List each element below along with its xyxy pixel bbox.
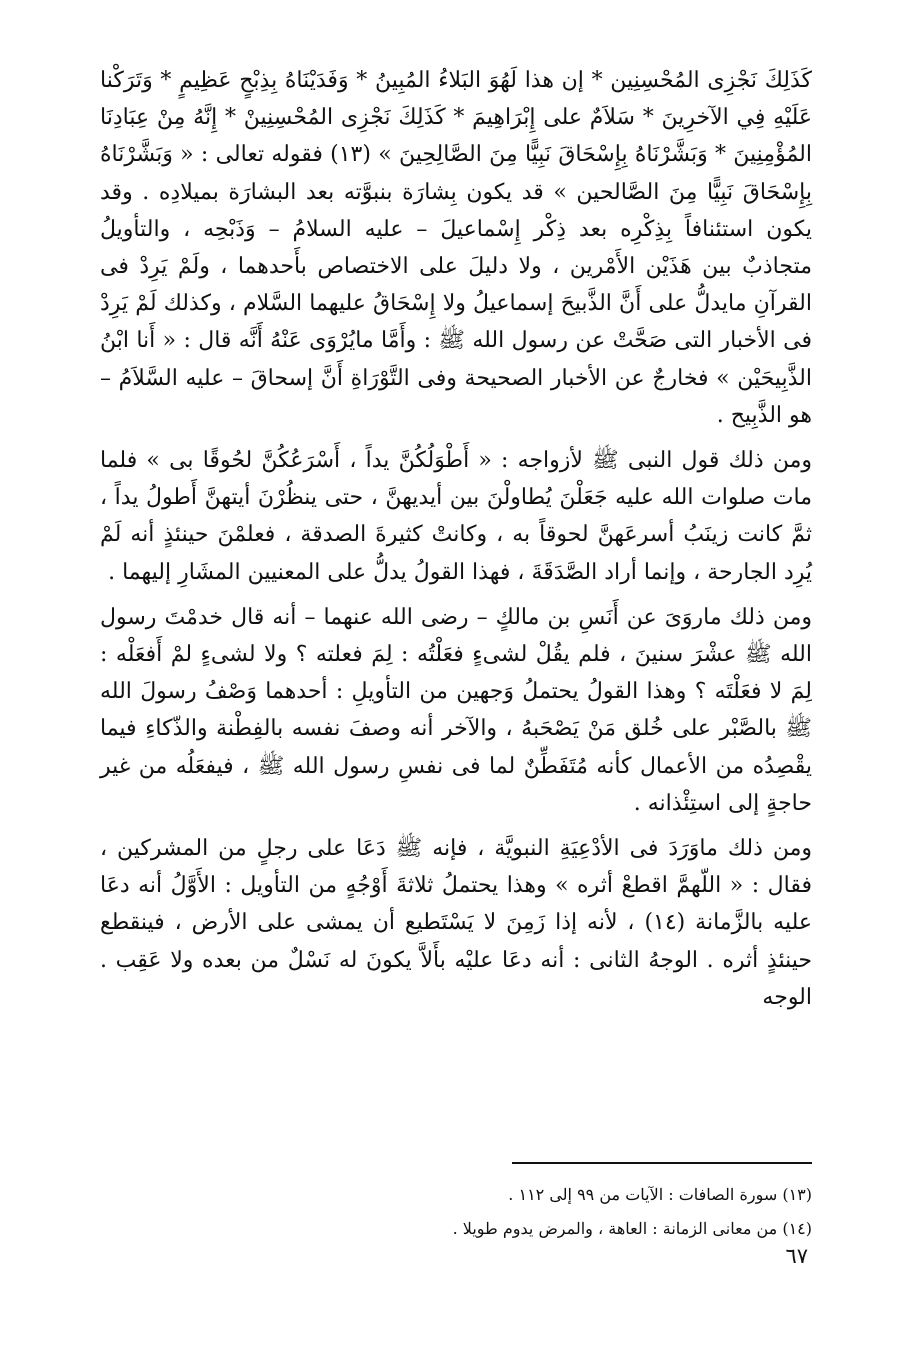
body-text <box>100 62 812 1016</box>
paragraph-2: ومن ذلك قول النبى ﷺ لأزواجه : « أَطْوَلُكُنَّ يداً ، أَسْرَعُكُنَّ لحُوقًا بى » فلما مات صلوات الله عليه جَعَلْنَ يُطاولْنَ بين أيديهنَّ ، حتى ينظُرْنَ أيتهنَّ أَطولُ يداً ، ثمَّ كانت زينَبُ أسرعَهنَّ لحوقاً به ، وكانتْ كثيرةَ الصدقة ، فعلمْنَ حينئذٍ أنه لَمْ يُرِد الجارحة ، وإنما أراد الصَّدَقَةَ ، فهذا القولُ يدلُّ على المعنيين المشَارِ إليهما . <box>100 448 812 585</box>
page-number: ٦٧ <box>785 1244 808 1268</box>
footnote-14: (١٤) من معانى الزمانة : العاهة ، والمرض يدوم طويلا . <box>452 1219 812 1238</box>
paragraph-4: ومن ذلك ماوَرَدَ فى الأدْعِيَةِ النبويَّة ، فإنه ﷺ دَعَا على رجلٍ من المشركين ، فقال : « اللّهمَّ اقطعْ أثره » وهذا يحتملُ ثلاثةَ أَوْجُهٍ من التأويل : الأَوَّلُ أنه دعَا عليه بالزَّمانة (١٤) ، لأنه إذا زَمِنَ لا يَسْتَطيع أن يمشى على الأرض ، فينقطع حينئذٍ أثره . الوجهُ الثانى : أنه دعَا عليْه بأَلاَّ يكونَ له نَسْلٌ من بعده ولا عَقِب . الوجه <box>100 836 812 1010</box>
footnote-13: (١٣) سورة الصافات : الآيات من ٩٩ إلى ١١٢ . <box>508 1185 812 1204</box>
footnote-separator <box>512 1162 812 1164</box>
paragraph-3: ومن ذلك ماروَىَ عن أَنَسِ بن مالكٍ – رضى الله عنهما – أنه قال خدمْتَ رسول الله ﷺ عشْرَ سنينَ ، فلم يقُلْ لشىءٍ فعَلْتُه : لِمَ فعلته ؟ ولا لشىءٍ لمْ أَفعَلْه : لِمَ لا فعَلْتَه ؟ وهذا القولُ يحتملُ وَجهين من التأويلِ : أحدهما وَصْفُ رسولَ الله ﷺ بالصَّبْر على خُلق مَنْ يَصْحَبهُ ، والآخر أنه وصفَ نفسه بالفِطْنة والذّكاءِ فيما يقْصِدُه من الأعمال كأنه مُتَفَطِّنٌ لما فى نفسِ رسول الله ﷺ ، فيفعَلُه من غير حاجةٍ إلى استِئْذانه . <box>100 604 812 816</box>
paragraph-1: كَذَلِكَ نَجْزِى المُحْسِنِين * إن هذا لَهُوَ البَلاءُ المُبِينُ * وَفَدَيْنَاهُ بِذِبْحٍ عَظِيمٍ * وَتَرَكْنا عَلَيْهِ فِي الآخرِينَ * سَلاَمٌ على إِبْرَاهِيمَ * كَذَلِكَ نَجْزِى المُحْسِنِينْ * إِنَّهُ مِنْ عِبَادِنَا المُؤْمِنِينَ * وَبَشَّرْنَاهُ بِإِسْحَاقَ نَبِيًّا مِنَ الصَّالِحِينَ » (١٣) فقوله تعالى : « وَبَشَّرْنَاهُ بِإِسْحَاقَ نَبِيًّا مِنَ الصَّالحين » قد يكون بِشارَة بنبوَّته بعد البشارَة بميلادِه . وقد يكون استئنافاً بِذِكْرِه بعد ذِكْر إِسْماعيلَ – عليه السلامُ – وَذَبْحِه ، والتأويلُ متجاذبٌ بين هَذَيْن الأَمْرين ، ولا دليلَ على الاختصاص بأَحدهما ، ولَمْ يَرِدْ فى القرآنِ مايدلُّ على أَنَّ الذَّبيحَ إسماعيلُ ولا إِسْحَاقُ عليهما السَّلام ، وكذلك لَمْ يَرِدْ فى الأخبار التى صَحَّتْ عن رسول الله ﷺ : وأَمَّا مايُرْوَى عَنْهُ أَنَّه قال : « أَنا ابْنُ الذَّبِيحَيْن » فخارجٌ عن الأخبار الصحيحة وفى التَّوْرَاةِ أَنَّ إسحاقَ – عليه السَّلاَمُ – هو الذَّبِيح . <box>100 68 812 428</box>
footnotes <box>100 1178 812 1246</box>
